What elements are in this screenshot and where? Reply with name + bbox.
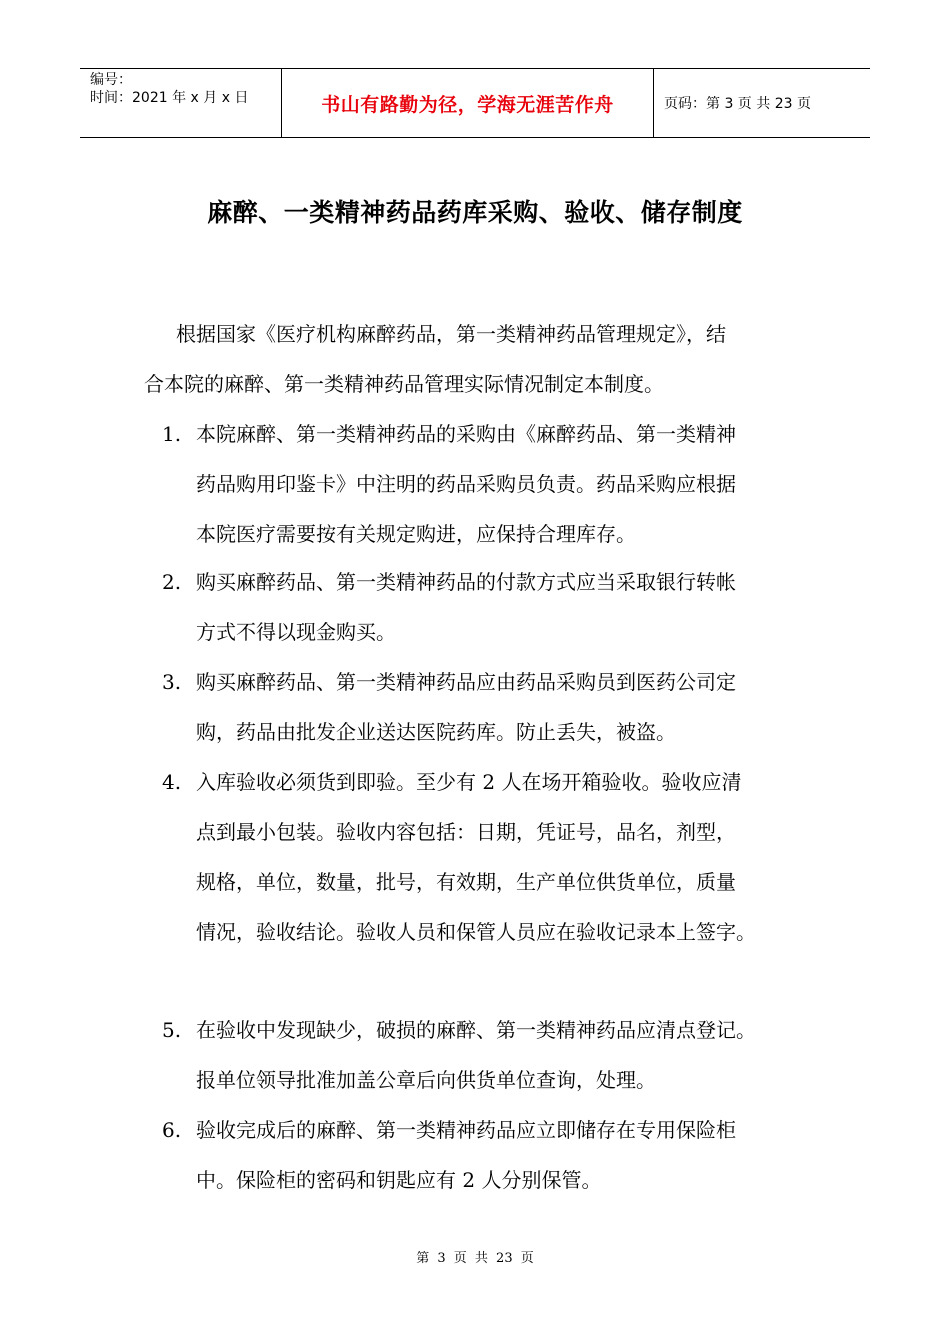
- item-number: 6.: [162, 1118, 182, 1142]
- item-line: 本院医疗需要按有关规定购进，应保持合理库存。: [196, 522, 636, 546]
- item-line: 中。保险柜的密码和钥匙应有 2 人分别保管。: [196, 1168, 602, 1192]
- page-footer: 第 3 页 共 23 页: [416, 1251, 534, 1266]
- item-number: 4.: [162, 770, 182, 794]
- item-line: 购买麻醉药品、第一类精神药品应由药品采购员到医药公司定: [196, 670, 736, 694]
- intro-line-1: 根据国家《医疗机构麻醉药品，第一类精神药品管理规定》，结: [176, 322, 726, 346]
- item-line: 在验收中发现缺少，破损的麻醉、第一类精神药品应清点登记。: [196, 1018, 756, 1042]
- list-item: [162, 1005, 812, 1105]
- header-number-label: 编号：: [90, 72, 132, 88]
- item-line: 报单位领导批准加盖公章后向供货单位查询，处理。: [196, 1068, 656, 1092]
- list-item: [162, 757, 812, 957]
- list-item: [162, 657, 812, 757]
- intro-line-2: 合本院的麻醉、第一类精神药品管理实际情况制定本制度。: [144, 372, 664, 396]
- list-item: [162, 409, 812, 559]
- header-page-info: 页码：第 3 页 共 23 页: [664, 96, 811, 112]
- item-number: 3.: [162, 670, 182, 694]
- list-item: [162, 557, 812, 657]
- page-header: [80, 68, 870, 138]
- item-line: 点到最小包装。验收内容包括：日期，凭证号，品名，剂型，: [196, 820, 736, 844]
- item-line: 入库验收必须货到即验。至少有 2 人在场开箱验收。验收应清: [196, 770, 742, 794]
- item-line: 药品购用印鉴卡》中注明的药品采购员负责。药品采购应根据: [196, 472, 736, 496]
- item-number: 5.: [162, 1018, 182, 1042]
- item-line: 购买麻醉药品、第一类精神药品的付款方式应当采取银行转帐: [196, 570, 736, 594]
- header-date: 时间：2021 年 x 月 x 日: [90, 90, 249, 106]
- document-title: 麻醉、一类精神药品药库采购、验收、储存制度: [207, 198, 743, 227]
- item-line: 规格，单位，数量，批号，有效期，生产单位供货单位，质量: [196, 870, 736, 894]
- list-item: [162, 1105, 812, 1205]
- item-line: 购，药品由批发企业送达医院药库。防止丢失，被盗。: [196, 720, 676, 744]
- item-line: 情况，验收结论。验收人员和保管人员应在验收记录本上签字。: [196, 920, 756, 944]
- item-line: 验收完成后的麻醉、第一类精神药品应立即储存在专用保险柜: [196, 1118, 736, 1142]
- item-number: 1.: [162, 422, 182, 446]
- item-line: 方式不得以现金购买。: [196, 620, 396, 644]
- header-meta: [80, 69, 281, 137]
- header-motto: 书山有路勤为径，学海无涯苦作舟: [281, 69, 654, 137]
- item-line: 本院麻醉、第一类精神药品的采购由《麻醉药品、第一类精神: [196, 422, 736, 446]
- item-number: 2.: [162, 570, 182, 594]
